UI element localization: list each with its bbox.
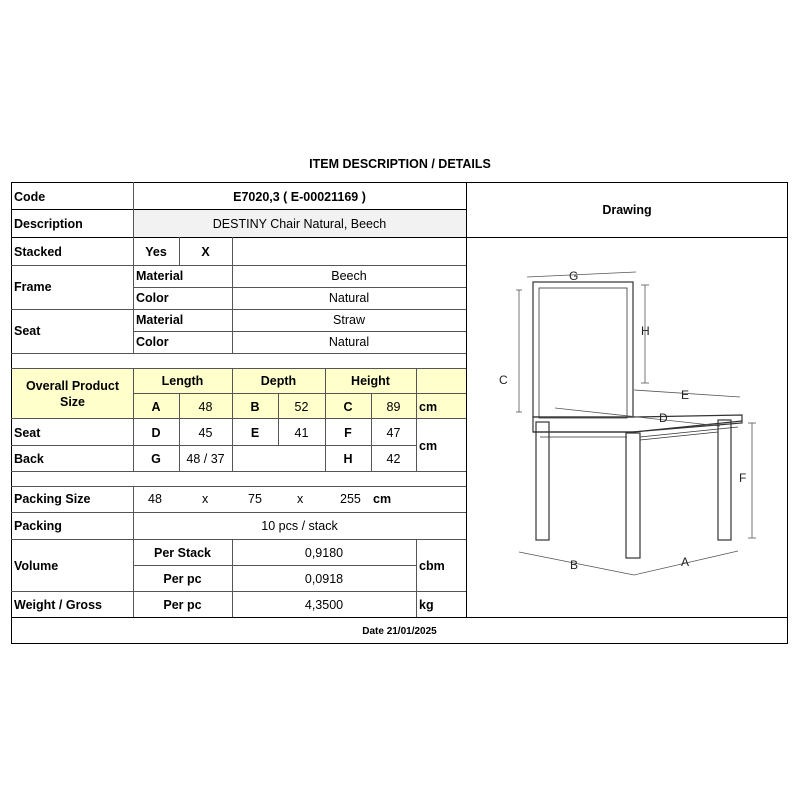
drawing-label-f: F [739,471,747,485]
packing-size-x1: x [202,492,209,506]
drawing-label-h: H [641,324,650,338]
seat-color-value: Natural [328,335,370,349]
drawing-label-b: B [570,558,579,572]
frame-color-value: Natural [328,291,370,305]
dim-g-letter: G [151,452,161,466]
stacked-mark: X [201,245,210,259]
seat-material-label: Material [136,313,184,327]
size-back-label: Back [14,452,44,466]
frame-material-value: Beech [331,269,367,283]
volume-per-stack-value: 0,9180 [304,546,344,560]
drawing-label-a: A [681,555,690,569]
dim-c-value: 89 [386,400,401,414]
packing-size-height: 255 [340,492,361,506]
seat-material-value: Straw [333,313,365,327]
weight-label: Weight / Gross [14,598,102,612]
drawing-label-g: G [569,269,579,283]
volume-label: Volume [14,559,59,573]
chair-leg-back-right [718,420,731,540]
overall-size-header: Overall Product Size [25,379,120,409]
code-label: Code [14,190,46,204]
packing-size-label: Packing Size [14,492,91,506]
page-title: ITEM DESCRIPTION / DETAILS [309,157,491,171]
chair-backrest [533,282,633,417]
size-unit: cm [419,400,438,414]
packing-value: 10 pcs / stack [261,519,338,533]
dim-h-letter: H [343,452,353,466]
stacked-label: Stacked [14,245,62,259]
seat-label: Seat [14,324,41,338]
frame-material-label: Material [136,269,184,283]
seat-color-label: Color [136,335,169,349]
frame-label: Frame [14,280,52,294]
packing-size-length: 48 [148,492,162,506]
chair-leg-front-right [626,433,640,558]
dim-d-value: 45 [198,426,213,440]
weight-unit: kg [419,598,434,612]
volume-per-pc-value: 0,0918 [304,572,344,586]
dim-h-value: 42 [386,452,401,466]
packing-size-unit: cm [373,492,392,506]
dim-e-letter: E [250,426,260,440]
depth-label: Depth [260,374,297,388]
dim-f-value: 47 [386,426,401,440]
dim-a-value: 48 [198,400,213,414]
volume-unit: cbm [419,559,445,573]
frame-color-label: Color [136,291,169,305]
volume-per-pc-label: Per pc [163,572,202,586]
packing-label: Packing [14,519,62,533]
drawing-label-e: E [681,388,690,402]
dim-line-g [527,272,636,277]
chair-leg-front-left [536,422,549,540]
dim-d-letter: D [151,426,161,440]
dim-a-letter: A [151,400,161,414]
dim-b-letter: B [250,400,260,414]
dim-g-value: 48 / 37 [186,452,225,466]
stacked-yes: Yes [145,245,167,259]
dim-b-value: 52 [294,400,309,414]
dim-e-value: 41 [294,426,309,440]
volume-per-stack-label: Per Stack [154,546,211,560]
drawing-label: Drawing [602,203,652,217]
date-footer: Date 21/01/2025 [362,626,437,637]
drawing-label-c: C [499,373,508,387]
dim-f-letter: F [344,426,352,440]
size-seat-label: Seat [14,426,41,440]
size-unit-2: cm [419,439,438,453]
weight-per-pc-label: Per pc [163,598,202,612]
height-label: Height [351,374,390,388]
packing-size-x2: x [297,492,304,506]
description-label: Description [14,217,83,231]
code-value: E7020,3 ( E-00021169 ) [233,190,366,204]
length-label: Length [161,374,204,388]
weight-value: 4,3500 [304,598,344,612]
dim-c-letter: C [343,400,353,414]
packing-size-width: 75 [248,492,262,506]
drawing-label-d: D [659,411,668,425]
description-value: DESTINY Chair Natural, Beech [212,217,387,231]
